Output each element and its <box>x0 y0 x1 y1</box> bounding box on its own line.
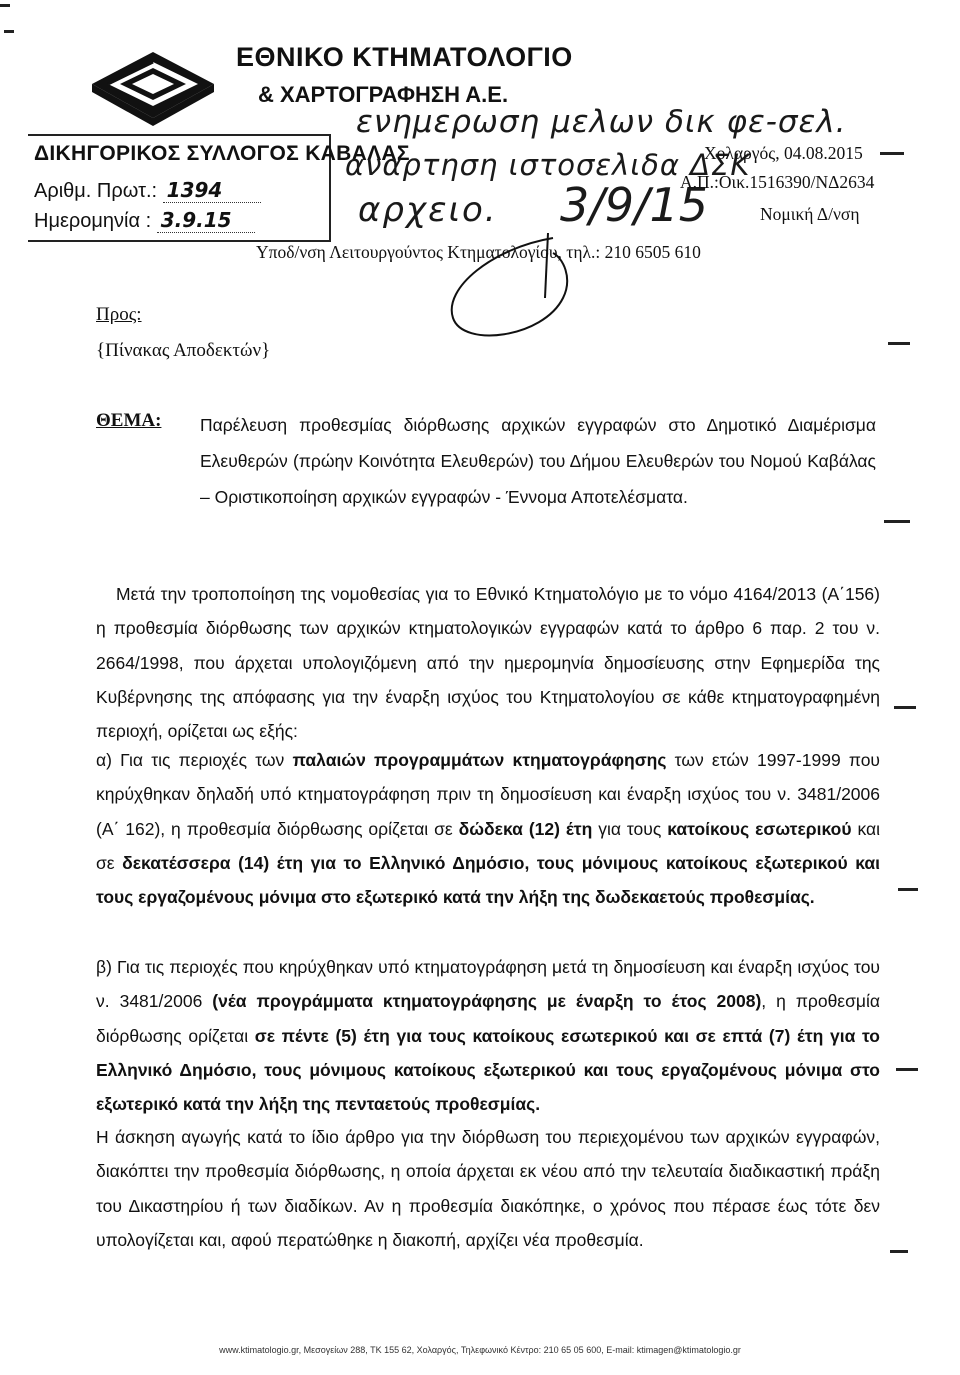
body-paragraph-c: Η άσκηση αγωγής κατά το ίδιο άρθρο για την διόρθωση του περιεχομένου των αρχικών εγγραφών, διακόπτει την προθεσμία διόρθωσης, η οποία άρχεται εκ νέου από την τελευταία διαδικαστική πράξη του Δικαστηρίου ή των διαδίκων. Αν η προθεσμία διακόπηκε, ο χρόνος που πέρασε έως τότε δεν υπολογίζεται και, αφού περατώθηκε η διακοπή, αρχίζει νέα προθεσμία. <box>96 1127 880 1250</box>
body-paragraph-a <box>96 743 880 914</box>
para-a-bold: παλαιών προγραμμάτων κτηματογράφησης <box>292 750 667 770</box>
para-a-text: για τους <box>592 818 668 839</box>
body-paragraph-intro: Μετά την τροποποίηση της νομοθεσίας για το Εθνικό Κτηματολόγιο με το νόμο 4164/2013 (Α΄156) η προθεσμία διόρθωσης των αρχικών κτηματολογικών εγγραφών κατά το άρθρο 6 παρ. 2 του ν. 2664/1998, που άρχεται υπολογιζόμενη από την ημερομηνία δημοσίευσης στην Εφημερίδα της Κυβέρνησης της απόφασης για την έναρξη ισχύος του Κτηματολογίου σε κάθε κτηματογραφημένη περιοχή, ορίζεται ως εξής: <box>96 584 880 742</box>
para-b-text: , η προθεσμία διόρθωσης ορίζεται <box>96 991 880 1046</box>
stamp-date-value: 3.9.15 <box>157 208 255 233</box>
scan-artifact <box>890 1250 908 1253</box>
received-stamp <box>28 134 410 242</box>
scan-artifact <box>894 706 916 709</box>
organization-subname: & ΧΑΡΤΟΓΡΑΦΗΣΗ Α.Ε. <box>258 82 509 107</box>
para-a-text: των ετών 1997-1999 που κηρύχθηκαν δηλαδή υπό κτηματογράφηση πριν τη δημοσίευση και έναρξη ισχύος του ν. 3481/2006 (Α΄ 162), η προθεσμία διόρθωσης ορίζεται σε <box>96 750 880 839</box>
scan-artifact <box>0 4 10 7</box>
legal-department: Νομική Δ/νση <box>760 204 860 224</box>
organization-name: ΕΘΝΙΚΟ ΚΤΗΜΑΤΟΛΟΓΙΟ <box>236 42 573 72</box>
cadastre-logo-icon <box>88 48 218 126</box>
para-b-text: β) Για τις περιοχές που κηρύχθηκαν υπό κτηματογράφηση μετά τη δημοσίευση και έναρξη ισχύος του ν. 3481/2006 <box>96 957 880 1012</box>
para-a-text: και σε <box>96 818 881 873</box>
scan-artifact <box>884 520 910 523</box>
stamp-protocol-label: Αριθμ. Πρωτ.: <box>34 180 158 202</box>
stamp-title: ΔΙΚΗΓΟΡΙΚΟΣ ΣΥΛΛΟΓΟΣ ΚΑΒΑΛΑΣ <box>34 142 410 165</box>
handwritten-note-line1: ενημερωση μελων δικ φε-σελ. <box>356 104 847 140</box>
scan-artifact <box>880 152 904 155</box>
body-paragraph-b <box>96 950 880 1121</box>
para-a-bold: δεκατέσσερα (14) έτη για το Ελληνικό Δημόσιο, τους μόνιμους κατοίκους εξωτερικού και τους εργαζομένους μόνιμα στο εξωτερικό κατά την λήξη της δωδεκαετούς προθεσμίας. <box>96 852 880 908</box>
scan-artifact <box>898 888 918 891</box>
subject-text: Παρέλευση προθεσμίας διόρθωσης αρχικών εγγραφών στο Δημοτικό Διαμέρισμα Ελευθερών (πρώην Κοινότητα Ελευθερών) του Δήμου Ελευθερών του Νομού Καβάλας – Οριστικοποίηση αρχικών εγγραφών - Έννομα Αποτελέσματα. <box>200 415 876 507</box>
para-a-bold: δώδεκα (12) έτη <box>458 818 593 839</box>
stamp-date <box>34 208 255 233</box>
subject-label: ΘΕΜΑ: <box>96 410 162 431</box>
scan-artifact <box>896 1068 918 1071</box>
para-a-text: α) Για τις περιοχές των <box>96 750 293 770</box>
recipients-label: Προς: <box>96 304 142 325</box>
recipients-list: {Πίνακας Αποδεκτών} <box>96 340 271 361</box>
scan-artifact <box>888 342 910 345</box>
stamp-protocol <box>34 178 261 203</box>
stamp-date-label: Ημερομηνία : <box>34 210 152 232</box>
sub-department: Υποδ/νση Λειτουργούντος Κτηματολογίου, τηλ.: 210 6505 610 <box>256 242 701 262</box>
handwritten-note-line2: αναρτηση ιστοσελιδα ΔΣΚ <box>345 148 751 182</box>
handwritten-note-line3: αρχειο. <box>358 190 498 230</box>
protocol-number: Α.Π.:Οικ.1516390/ΝΔ2634 <box>680 172 875 192</box>
scan-artifact <box>4 30 14 33</box>
stamp-protocol-value: 1394 <box>163 178 261 203</box>
para-a-bold: κατοίκους εσωτερικού <box>667 818 852 839</box>
place-date: Χολαργός, 04.08.2015 <box>704 143 863 163</box>
footer-contact: www.ktimatologio.gr, Μεσογείων 288, ΤΚ 155 62, Χολαργός, Τηλεφωνικό Κέντρο: 210 65 05 600, E-mail: ktimagen@ktimatologio.gr <box>219 1345 741 1355</box>
para-b-bold: (νέα προγράμματα κτηματογράφησης με έναρξη το έτος 2008) <box>212 991 762 1012</box>
para-b-bold: σε πέντε (5) έτη για τους κατοίκους εσωτερικού και σε επτά (7) έτη για το Ελληνικό Δημόσιο, τους μόνιμους κατοίκους εξωτερικού και τους εργαζομένους μόνιμα στο εξωτερικό κατά την λήξη της πενταετούς προθεσμίας. <box>96 1025 880 1115</box>
handwritten-note-date: 3/9/15 <box>560 178 709 232</box>
